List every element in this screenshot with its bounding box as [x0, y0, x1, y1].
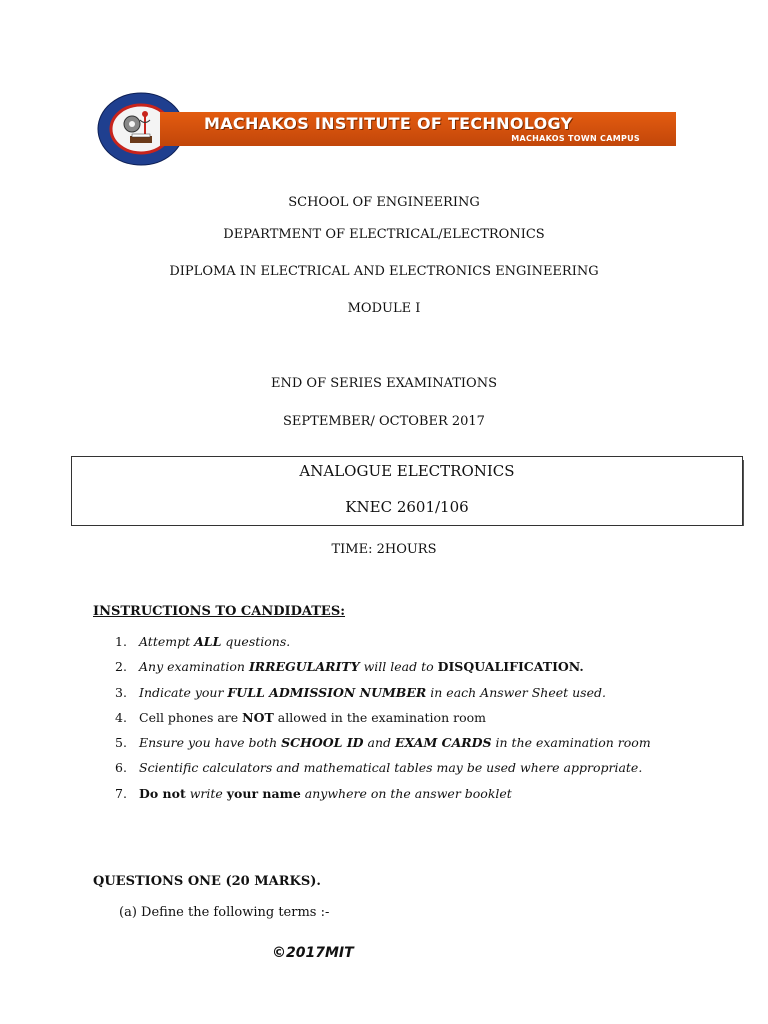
banner-title-bar — [160, 112, 676, 146]
module-label: MODULE I — [347, 301, 421, 316]
instruction-text: Any examination IRREGULARITY will lead to DISQUALIFICATION. — [139, 659, 584, 675]
institution-banner — [96, 92, 676, 166]
programme-name: DIPLOMA IN ELECTRICAL AND ELECTRONICS ENGINEERING — [169, 264, 599, 279]
instruction-text: Cell phones are NOT allowed in the examination room — [139, 709, 486, 725]
question-one-heading: QUESTIONS ONE (20 MARKS). — [93, 874, 321, 889]
instruction-text: Do not write your name anywhere on the answer booklet — [139, 785, 512, 801]
campus-name: MACHAKOS TOWN CAMPUS — [511, 134, 640, 143]
instruction-text: Ensure you have both SCHOOL ID and EXAM CARDS in the examination room — [139, 735, 651, 751]
exam-time: TIME: 2HOURS — [331, 542, 437, 557]
question-one-part-a: (a) Define the following terms :- — [119, 905, 330, 920]
instruction-text: Indicate your FULL ADMISSION NUMBER in each Answer Sheet used. — [139, 684, 606, 700]
instruction-number: 7. — [115, 785, 127, 801]
instruction-number: 1. — [115, 634, 127, 649]
exam-series: END OF SERIES EXAMINATIONS — [271, 376, 497, 391]
instruction-text: Scientific calculators and mathematical tables may be used where appropriate. — [139, 760, 643, 776]
course-code: KNEC 2601/106 — [345, 498, 469, 516]
instruction-text: Attempt ALL questions. — [139, 634, 291, 649]
instruction-number: 4. — [115, 709, 127, 725]
school-name: SCHOOL OF ENGINEERING — [288, 195, 480, 210]
instruction-number: 5. — [115, 735, 127, 751]
instruction-number: 2. — [115, 659, 127, 675]
exam-date: SEPTEMBER/ OCTOBER 2017 — [283, 414, 485, 429]
course-name: ANALOGUE ELECTRONICS — [299, 462, 515, 480]
instruction-number: 6. — [115, 760, 127, 776]
institution-name: MACHAKOS INSTITUTE OF TECHNOLOGY — [204, 114, 573, 133]
instruction-number: 3. — [115, 684, 127, 700]
department-name: DEPARTMENT OF ELECTRICAL/ELECTRONICS — [223, 227, 545, 242]
instructions-heading: INSTRUCTIONS TO CANDIDATES: — [93, 604, 346, 619]
copyright-footer: ©2017MIT — [272, 945, 354, 961]
